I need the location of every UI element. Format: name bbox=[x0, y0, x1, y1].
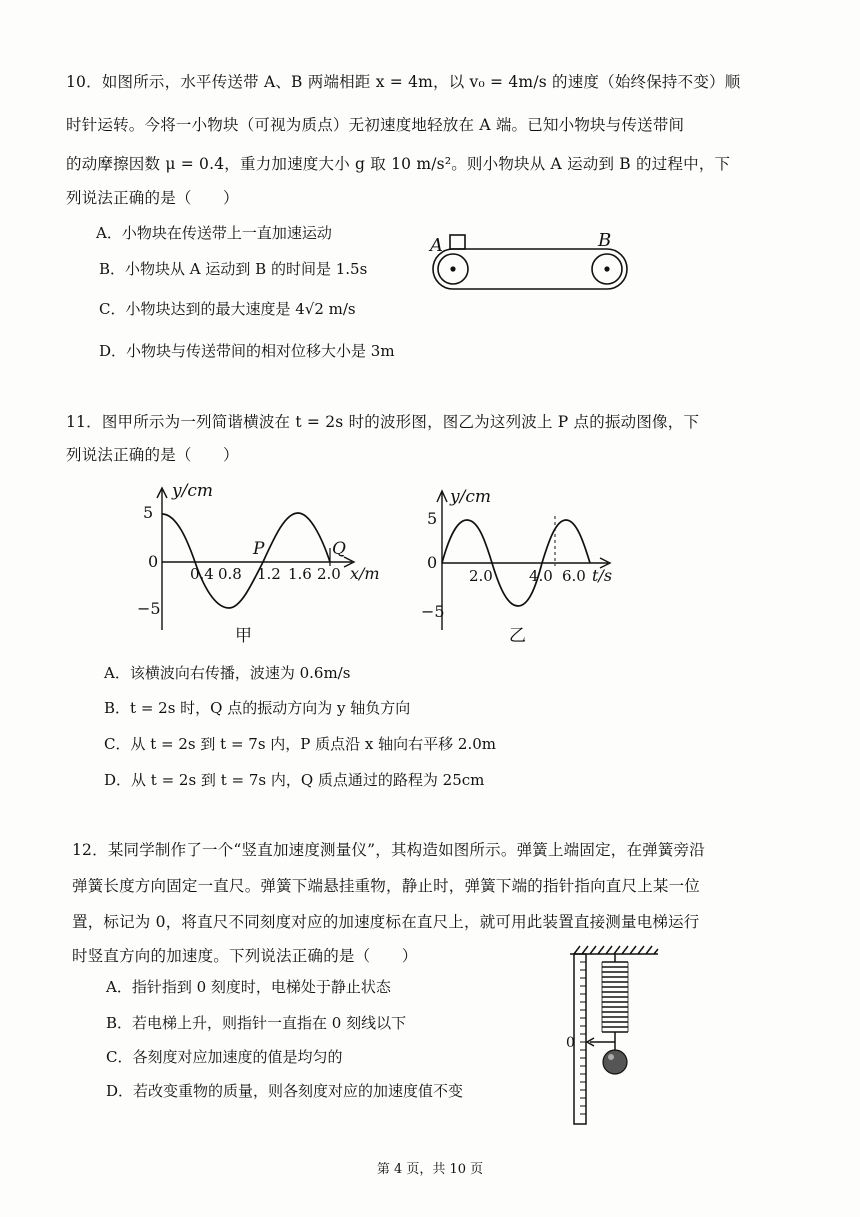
accelerometer-figure bbox=[560, 938, 660, 1128]
jia-xtick-1.2: 1.2 bbox=[257, 565, 281, 583]
yi-xtick-6.0: 6.0 bbox=[562, 567, 586, 585]
yi-ytick-5: 5 bbox=[427, 509, 438, 528]
q12-line-3: 置，标记为 0，将直尺不同刻度对应的加速度标在直尺上，就可用此装置直接测量电梯运行 bbox=[72, 913, 700, 931]
yi-xtick-2.0: 2.0 bbox=[469, 567, 493, 585]
yi-ytick-0: 0 bbox=[427, 553, 438, 572]
q10-line-4: 列说法正确的是（ ） bbox=[66, 189, 239, 207]
q11-option-b: B．t = 2s 时，Q 点的振动方向为 y 轴负方向 bbox=[104, 699, 411, 717]
yi-ytick-neg5: −5 bbox=[421, 602, 445, 621]
zero-mark: 0 bbox=[566, 1035, 575, 1051]
jia-xtick-0.4: 0.4 bbox=[190, 565, 214, 583]
caption-yi: 乙 bbox=[509, 626, 526, 646]
point-p: P bbox=[253, 539, 265, 559]
q10-option-a: A．小物块在传送带上一直加速运动 bbox=[96, 224, 332, 242]
jia-xtick-2.0: 2.0 bbox=[317, 565, 341, 583]
wave-graph-jia bbox=[137, 478, 390, 648]
jia-xtick-0.8: 0.8 bbox=[218, 565, 242, 583]
q10-line-1: 10．如图所示，水平传送带 A、B 两端相距 x = 4m，以 v₀ = 4m/s 的速度（始终保持不变）顺 bbox=[66, 73, 741, 91]
vibration-graph-yi bbox=[421, 478, 625, 648]
point-q: Q bbox=[332, 539, 346, 559]
q11-line-1: 11．图甲所示为一列简谐横波在 t = 2s 时的波形图，图乙为这列波上 P 点的振动图像，下 bbox=[66, 413, 700, 431]
q11-option-d: D．从 t = 2s 到 t = 7s 内，Q 质点通过的路程为 25cm bbox=[104, 771, 485, 789]
jia-xtick-1.6: 1.6 bbox=[288, 565, 312, 583]
q12-line-1: 12．某同学制作了一个“竖直加速度测量仪”，其构造如图所示。弹簧上端固定，在弹簧旁沿 bbox=[72, 841, 705, 859]
jia-xlabel: x/m bbox=[350, 564, 380, 583]
q11-line-2: 列说法正确的是（ ） bbox=[66, 446, 239, 464]
q10-line-3: 的动摩擦因数 μ = 0.4，重力加速度大小 g 取 10 m/s²。则小物块从 A 运动到 B 的过程中，下 bbox=[66, 155, 731, 173]
label-b: B bbox=[598, 230, 612, 251]
jia-ylabel: y/cm bbox=[172, 481, 213, 501]
page-footer: 第 4 页，共 10 页 bbox=[376, 1162, 484, 1177]
q10-option-c: C．小物块达到的最大速度是 4√2 m/s bbox=[99, 300, 356, 318]
q12-option-b: B．若电梯上升，则指针一直指在 0 刻线以下 bbox=[106, 1014, 407, 1032]
q11-option-a: A．该横波向右传播，波速为 0.6m/s bbox=[104, 664, 351, 682]
caption-jia: 甲 bbox=[235, 626, 252, 646]
q10-line-2: 时针运转。今将一小物块（可视为质点）无初速度地轻放在 A 端。已知小物块与传送带间 bbox=[66, 116, 685, 134]
q12-option-a: A．指针指到 0 刻度时，电梯处于静止状态 bbox=[106, 978, 391, 996]
q12-option-d: D．若改变重物的质量，则各刻度对应的加速度值不变 bbox=[106, 1082, 464, 1100]
label-a: A bbox=[430, 235, 443, 256]
q12-option-c: C．各刻度对应加速度的值是均匀的 bbox=[106, 1048, 343, 1066]
q12-line-2: 弹簧长度方向固定一直尺。弹簧下端悬挂重物，静止时，弹簧下端的指针指向直尺上某一位 bbox=[72, 877, 701, 895]
q11-option-c: C．从 t = 2s 到 t = 7s 内，P 质点沿 x 轴向右平移 2.0m bbox=[104, 735, 497, 753]
q10-option-b: B．小物块从 A 运动到 B 的时间是 1.5s bbox=[99, 260, 368, 278]
yi-xlabel: t/s bbox=[592, 566, 613, 585]
jia-ytick-0: 0 bbox=[148, 552, 159, 571]
q12-line-4: 时竖直方向的加速度。下列说法正确的是（ ） bbox=[72, 947, 418, 965]
jia-ytick-neg5: −5 bbox=[137, 599, 161, 618]
yi-ylabel: y/cm bbox=[450, 487, 491, 507]
conveyor-belt-figure bbox=[425, 225, 635, 295]
jia-ytick-5: 5 bbox=[143, 503, 154, 522]
q10-option-d: D．小物块与传送带间的相对位移大小是 3m bbox=[99, 342, 395, 360]
yi-xtick-4.0: 4.0 bbox=[529, 567, 553, 585]
